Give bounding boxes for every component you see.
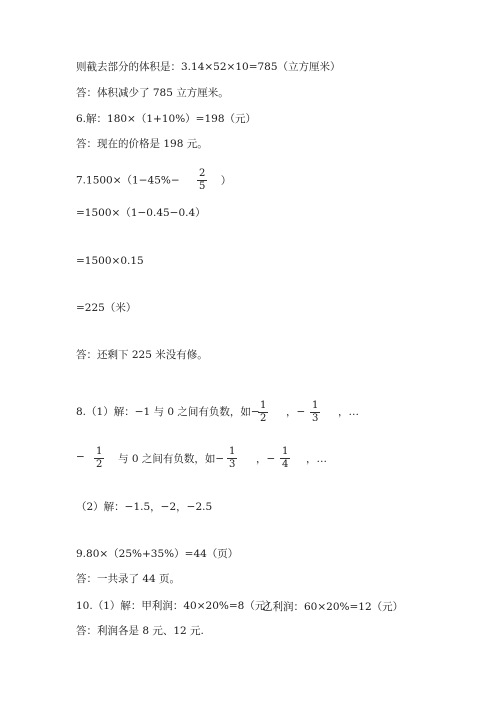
fraction-denominator: 3 [229, 459, 236, 470]
problem-8-line-2-separator: ，− [256, 453, 276, 465]
volume-calculation-line: 则截去部分的体积是：3.14×52×10=785（立方厘米） [76, 61, 341, 73]
problem-7-expression-text: 7.1500×（1−45%− [76, 174, 180, 187]
problem-8-separator: ，− [286, 406, 306, 418]
problem-8-minus-sign: − [76, 451, 85, 463]
problem-7-step-1: =1500×（1−0.45−0.4） [76, 207, 206, 219]
fraction-denominator: 2 [260, 413, 267, 424]
problem-6-answer-line: 答：现在的价格是 198 元。 [76, 138, 208, 150]
fraction-numerator: 1 [96, 446, 103, 457]
fraction-denominator: 4 [282, 459, 289, 470]
problem-10-profit-b: 乙利润：60×20%=12（元） [262, 601, 404, 613]
fraction-numerator: 1 [229, 446, 236, 457]
problem-8-part-2-line: （2）解：−1.5，−2，−2.5 [76, 501, 213, 513]
problem-7-step-2: =1500×0.15 [76, 255, 144, 267]
fraction-one-fourth [280, 446, 290, 471]
volume-answer-line: 答：体积减少了 785 立方厘米。 [76, 87, 229, 99]
fraction-denominator: 2 [96, 459, 103, 470]
problem-7-step-3: =225（米） [76, 302, 137, 314]
problem-8-part-1-text: 8.（1）解：−1 与 0 之间有负数，如− [76, 406, 260, 418]
problem-9-answer-line: 答：一共录了 44 页。 [76, 573, 181, 585]
problem-10-answer-line: 答：利润各是 8 元、12 元. [76, 625, 204, 637]
fraction-numerator: 1 [260, 400, 267, 411]
problem-9-solution-line: 9.80×（25%+35%）=44（页） [76, 548, 239, 560]
fraction-one-half [258, 400, 268, 425]
fraction-numerator: 1 [282, 446, 289, 457]
fraction-one-third [310, 400, 320, 425]
fraction-one-half [94, 446, 104, 471]
problem-8-ellipsis: ，… [338, 406, 359, 418]
fraction-one-third [227, 446, 237, 471]
problem-7-close-paren: ） [220, 174, 232, 187]
problem-6-solution-line: 6.解：180×（1+10%）=198（元） [76, 113, 257, 125]
problem-8-line-2-ellipsis: ，… [306, 453, 327, 465]
fraction-denominator: 3 [312, 413, 319, 424]
fraction-two-fifths [197, 168, 207, 193]
problem-7-expression-line [76, 168, 231, 193]
fraction-numerator: 2 [199, 168, 206, 179]
problem-7-answer-line: 答：还剩下 225 米没有修。 [76, 349, 208, 361]
fraction-denominator: 5 [199, 181, 206, 192]
problem-8-line-2-text: 与 0 之间有负数，如− [118, 453, 225, 465]
fraction-numerator: 1 [312, 400, 319, 411]
problem-10-profit-a: 10.（1）解：甲利润：40×20%=8（元） [76, 600, 276, 612]
